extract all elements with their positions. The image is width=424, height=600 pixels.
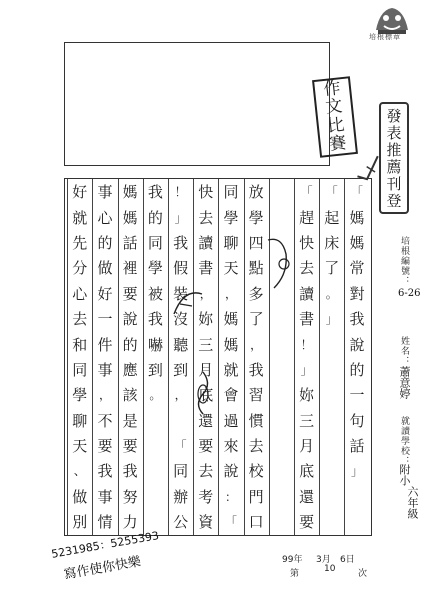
grid-cell: 裝 bbox=[173, 284, 189, 303]
grid-cell: 學 bbox=[223, 208, 239, 227]
grid-cell: 底 bbox=[198, 386, 214, 405]
name-value: 蕭意婷 bbox=[398, 366, 411, 399]
grid-cell: 讀 bbox=[198, 233, 214, 252]
publish-stamp-char: 登 bbox=[386, 191, 402, 210]
grid-cell: 學 bbox=[147, 259, 163, 278]
grid-cell: 去 bbox=[248, 437, 264, 456]
grid-cell: 了 bbox=[324, 259, 340, 278]
grid-cell: 該 bbox=[122, 386, 138, 405]
grid-cell: 書 bbox=[198, 259, 214, 278]
grid-cell: 件 bbox=[97, 335, 113, 354]
grid-column-line bbox=[143, 179, 144, 535]
grid-cell: 要 bbox=[122, 284, 138, 303]
grid-cell: 辦 bbox=[173, 487, 189, 506]
grid-cell: 去 bbox=[299, 259, 315, 278]
grid-cell bbox=[144, 458, 166, 483]
grid-cell: 底 bbox=[299, 462, 315, 481]
grid-cell bbox=[321, 433, 343, 458]
grid-cell bbox=[270, 484, 292, 509]
grid-column-line bbox=[218, 179, 219, 535]
grid-cell: 起 bbox=[324, 208, 340, 227]
logo-caption: 培根標章 bbox=[369, 33, 401, 41]
grid-cell: 說 bbox=[349, 335, 365, 354]
grid-cell: ！ bbox=[300, 337, 313, 352]
grid-cell: 讀 bbox=[299, 284, 315, 303]
grid-cell: 媽 bbox=[349, 233, 365, 252]
date-year: 99年 bbox=[282, 555, 303, 565]
grid-cell bbox=[144, 484, 166, 509]
grid-column bbox=[69, 179, 91, 535]
grid-cell: 做 bbox=[72, 487, 88, 506]
contest-stamp-char: 文 bbox=[324, 96, 344, 119]
grid-cell: 我 bbox=[147, 310, 163, 329]
grid-cell: 。 bbox=[149, 388, 162, 403]
grid-cell bbox=[346, 484, 368, 509]
grid-cell: ， bbox=[199, 286, 212, 301]
name-label: 姓名： bbox=[399, 336, 409, 366]
grid-cell: 應 bbox=[122, 360, 138, 379]
grid-cell: 我 bbox=[122, 462, 138, 481]
grid-cell: 」 bbox=[300, 362, 313, 377]
grid-cell: 三 bbox=[299, 411, 315, 430]
grid-cell: 「 bbox=[325, 185, 338, 200]
phone-numbers: 5231985：5255393 bbox=[50, 529, 160, 561]
contest-stamp bbox=[312, 76, 358, 158]
grid-cell: ！ bbox=[174, 185, 187, 200]
grid-cell: 說 bbox=[223, 462, 239, 481]
grid-column bbox=[170, 179, 192, 535]
grid-cell bbox=[270, 179, 292, 204]
issue-suffix: 次 bbox=[358, 569, 368, 579]
grid-cell: 心 bbox=[72, 284, 88, 303]
date-month: 3月 bbox=[316, 555, 331, 565]
grid-cell: 了 bbox=[248, 310, 264, 329]
grid-cell: 說 bbox=[122, 310, 138, 329]
grid-cell: 趕 bbox=[299, 208, 315, 227]
grid-cell: ， bbox=[98, 388, 111, 403]
grid-column bbox=[321, 179, 343, 535]
grid-cell bbox=[270, 408, 292, 433]
grid-cell: 還 bbox=[198, 411, 214, 430]
student-id-value: 6-26 bbox=[398, 288, 421, 299]
grid-cell: 話 bbox=[349, 437, 365, 456]
grid-cell bbox=[270, 204, 292, 229]
grid-cell: 一 bbox=[349, 386, 365, 405]
grid-cell: 點 bbox=[248, 259, 264, 278]
publish-stamp-char: 表 bbox=[386, 123, 402, 142]
grid-column-line bbox=[92, 179, 93, 535]
grid-cell: 妳 bbox=[299, 386, 315, 405]
grid-column bbox=[220, 179, 242, 535]
grid-cell: 媽 bbox=[349, 208, 365, 227]
grid-cell: 情 bbox=[97, 513, 113, 532]
student-id-label: 培根編號： bbox=[399, 236, 409, 286]
grid-column-line bbox=[67, 179, 68, 535]
grid-cell bbox=[144, 433, 166, 458]
school-label: 就讀學校： bbox=[399, 416, 409, 466]
grid-cell bbox=[270, 382, 292, 407]
grade-value: 六年級 bbox=[406, 486, 419, 519]
grid-cell: 媽 bbox=[223, 310, 239, 329]
grid-cell: 不 bbox=[97, 411, 113, 430]
grid-cell: 沒 bbox=[173, 310, 189, 329]
grid-cell: 門 bbox=[248, 487, 264, 506]
grid-cell: 來 bbox=[223, 437, 239, 456]
grid-cell: 事 bbox=[97, 487, 113, 506]
grid-cell: 「 bbox=[174, 439, 187, 454]
grid-cell: 慣 bbox=[248, 411, 264, 430]
grid-cell: 口 bbox=[248, 513, 264, 532]
slogan: 寫作使你快樂 bbox=[62, 554, 143, 583]
grid-column bbox=[270, 179, 292, 535]
grid-cell: 」 bbox=[174, 210, 187, 225]
grid-cell: 要 bbox=[97, 437, 113, 456]
grid-cell: 書 bbox=[299, 310, 315, 329]
grid-cell: 聽 bbox=[173, 335, 189, 354]
grid-cell: 三 bbox=[198, 335, 214, 354]
grid-cell: 做 bbox=[97, 259, 113, 278]
grid-cell: 天 bbox=[223, 259, 239, 278]
publish-stamp-char: 薦 bbox=[386, 157, 402, 176]
grid-cell: 月 bbox=[198, 360, 214, 379]
grid-cell: 床 bbox=[324, 233, 340, 252]
grid-cell bbox=[270, 331, 292, 356]
grid-cell: 。 bbox=[325, 286, 338, 301]
grid-cell: 要 bbox=[299, 513, 315, 532]
grid-cell: 心 bbox=[97, 208, 113, 227]
grid-cell: 快 bbox=[198, 183, 214, 202]
grid-cell bbox=[270, 458, 292, 483]
grid-cell: 「 bbox=[300, 185, 313, 200]
grid-cell: 一 bbox=[97, 310, 113, 329]
grid-cell: 同 bbox=[147, 233, 163, 252]
grid-cell: 」 bbox=[325, 312, 338, 327]
grid-cell: 同 bbox=[223, 183, 239, 202]
grid-cell: 公 bbox=[173, 513, 189, 532]
grid-cell: 媽 bbox=[122, 183, 138, 202]
grid-cell: 努 bbox=[122, 487, 138, 506]
grid-cell: 分 bbox=[72, 259, 88, 278]
grid-cell: 事 bbox=[97, 360, 113, 379]
grid-cell: 是 bbox=[122, 411, 138, 430]
grid-cell: 四 bbox=[248, 233, 264, 252]
grid-cell bbox=[321, 458, 343, 483]
grid-column bbox=[144, 179, 166, 535]
grid-column bbox=[195, 179, 217, 535]
grid-cell: ， bbox=[250, 337, 263, 352]
grid-cell: ， bbox=[224, 286, 237, 301]
grid-column-line bbox=[344, 179, 345, 535]
grid-cell: 校 bbox=[248, 462, 264, 481]
grid-cell: 到 bbox=[173, 360, 189, 379]
grid-cell bbox=[346, 509, 368, 534]
grid-cell: 考 bbox=[198, 487, 214, 506]
grid-cell: 、 bbox=[73, 464, 86, 479]
grid-cell: 去 bbox=[198, 208, 214, 227]
grid-cell: 的 bbox=[97, 233, 113, 252]
date-day: 6日 bbox=[340, 555, 355, 565]
grid-cell: 好 bbox=[72, 183, 88, 202]
grid-cell: 「 bbox=[224, 515, 237, 530]
grid-column bbox=[119, 179, 141, 535]
contest-stamp-char: 作 bbox=[322, 78, 342, 100]
grid-cell: 同 bbox=[72, 360, 88, 379]
grid-cell: 就 bbox=[223, 360, 239, 379]
grid-cell: 好 bbox=[97, 284, 113, 303]
grid-cell: 「 bbox=[350, 185, 363, 200]
grid-column-line bbox=[118, 179, 119, 535]
grid-cell: 習 bbox=[248, 386, 264, 405]
grid-column-line bbox=[294, 179, 295, 535]
grid-cell: 多 bbox=[248, 284, 264, 303]
publish-stamp-char: 發 bbox=[386, 106, 402, 125]
grid-cell: 學 bbox=[248, 208, 264, 227]
grid-cell: ， bbox=[174, 388, 187, 403]
publish-stamp bbox=[379, 102, 409, 214]
grid-cell: 同 bbox=[173, 462, 189, 481]
grid-cell: 快 bbox=[299, 233, 315, 252]
grid-cell: 嚇 bbox=[147, 335, 163, 354]
grid-column bbox=[94, 179, 116, 535]
grid-cell bbox=[321, 408, 343, 433]
grid-cell: 的 bbox=[122, 335, 138, 354]
grid-column bbox=[245, 179, 267, 535]
grid-column-line bbox=[168, 179, 169, 535]
grid-cell: 媽 bbox=[122, 208, 138, 227]
grid-cell: 天 bbox=[72, 437, 88, 456]
grid-cell: 假 bbox=[173, 259, 189, 278]
grid-cell bbox=[270, 306, 292, 331]
grid-cell bbox=[170, 408, 192, 433]
grid-cell: 要 bbox=[198, 437, 214, 456]
grid-column-line bbox=[319, 179, 320, 535]
grid-cell: 學 bbox=[72, 386, 88, 405]
grid-cell: 我 bbox=[349, 310, 365, 329]
grid-cell bbox=[321, 357, 343, 382]
grid-cell: 會 bbox=[223, 386, 239, 405]
grid-cell: 被 bbox=[147, 284, 163, 303]
grid-cell: 」 bbox=[350, 464, 363, 479]
grid-cell: 我 bbox=[147, 183, 163, 202]
grid-cell: 的 bbox=[349, 360, 365, 379]
comment-box bbox=[64, 42, 330, 166]
contest-stamp-char: 賽 bbox=[328, 133, 348, 155]
grid-column bbox=[296, 179, 318, 535]
grid-cell: 對 bbox=[349, 284, 365, 303]
issue-prefix: 第 bbox=[290, 569, 300, 579]
grid-cell: 妳 bbox=[198, 310, 214, 329]
grid-cell: 我 bbox=[248, 360, 264, 379]
grid-cell: 聊 bbox=[223, 233, 239, 252]
grid-cell: 先 bbox=[72, 233, 88, 252]
writing-grid bbox=[64, 178, 372, 536]
grid-cell: 還 bbox=[299, 487, 315, 506]
grid-cell: 話 bbox=[122, 233, 138, 252]
loop-doodle-icon bbox=[190, 370, 216, 416]
grid-cell: 聊 bbox=[72, 411, 88, 430]
grid-cell: 過 bbox=[223, 411, 239, 430]
publish-stamp-char: 推 bbox=[386, 140, 402, 159]
grid-cell: 去 bbox=[198, 462, 214, 481]
grid-column-line bbox=[269, 179, 270, 535]
grid-cell: 和 bbox=[72, 335, 88, 354]
grid-column-line bbox=[244, 179, 245, 535]
grid-cell: 媽 bbox=[223, 335, 239, 354]
grid-cell: 事 bbox=[97, 183, 113, 202]
issue-number: 10 bbox=[324, 564, 336, 574]
grid-column-line bbox=[193, 179, 194, 535]
grid-cell: 力 bbox=[122, 513, 138, 532]
grid-column bbox=[346, 179, 368, 535]
grid-cell: 月 bbox=[299, 437, 315, 456]
grid-cell: 我 bbox=[97, 462, 113, 481]
grid-cell: 常 bbox=[349, 259, 365, 278]
grid-cell: ： bbox=[224, 489, 237, 504]
school-value: 附小 bbox=[398, 464, 411, 486]
grid-cell: 句 bbox=[349, 411, 365, 430]
correction-scribble-icon bbox=[262, 234, 302, 294]
grid-cell: 別 bbox=[72, 513, 88, 532]
grid-cell bbox=[270, 509, 292, 534]
grid-cell: 的 bbox=[147, 208, 163, 227]
grid-cell bbox=[321, 331, 343, 356]
grid-cell bbox=[321, 509, 343, 534]
grid-cell: 我 bbox=[173, 233, 189, 252]
grid-cell bbox=[144, 408, 166, 433]
grid-cell: 要 bbox=[122, 437, 138, 456]
grid-cell: 到 bbox=[147, 360, 163, 379]
publish-stamp-char: 刊 bbox=[386, 174, 402, 193]
contest-stamp-char: 比 bbox=[326, 114, 346, 137]
grid-cell: 放 bbox=[248, 183, 264, 202]
grid-cell: 資 bbox=[198, 513, 214, 532]
grid-cell bbox=[321, 484, 343, 509]
grid-cell: 裡 bbox=[122, 259, 138, 278]
grid-cell bbox=[321, 382, 343, 407]
grid-cell: 就 bbox=[72, 208, 88, 227]
grid-cell bbox=[270, 357, 292, 382]
grid-cell: 去 bbox=[72, 310, 88, 329]
grid-cell bbox=[270, 433, 292, 458]
insertion-mark-icon bbox=[170, 284, 206, 320]
